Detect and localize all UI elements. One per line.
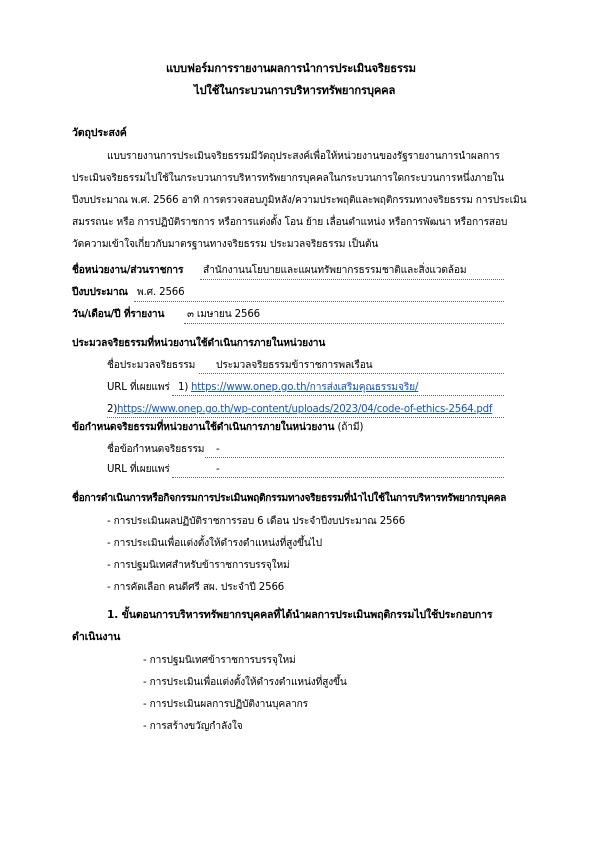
objective-line-2: ประเมินจริยธรรมไปใช้ในกระบวนการบริหารทรัพยากรบุคคลในกระบวนการใดกระบวนการหนึ่งภายใน <box>72 173 504 184</box>
objective-line-4: สมรรถนะ หรือ การปฏิบัติราชการ หรือการแต่งตั้ง โอน ย้าย เลื่อนตำแหน่ง หรือการพัฒนา หรือการสอบ <box>72 217 508 228</box>
rule-section-heading-row <box>72 421 363 434</box>
step-item-1: - การปฐมนิเทศข้าราชการบรรจุใหม่ <box>143 655 296 666</box>
document-title-line-1: แบบฟอร์มการรายงานผลการนำการประเมินจริยธรรม <box>166 62 416 75</box>
rule-name-value: - <box>216 444 220 455</box>
rule-url-value: - <box>216 464 220 475</box>
report-date-value: ๓ เมษายน 2566 <box>187 309 260 320</box>
report-date-label: วัน/เดือน/ปี ที่รายงาน <box>72 309 165 320</box>
objective-line-3: ปีงบประมาณ พ.ศ. 2566 อาทิ การตรวจสอบภูมิหลัง/ความประพฤติและพฤติกรรมทางจริยธรรม การประเมิน <box>72 195 527 206</box>
activity-item-3: - การปฐมนิเทศสำหรับข้าราชการบรรจุใหม่ <box>107 560 290 571</box>
code-url-1-link[interactable]: https://www.onep.go.th/การส่งเสริมคุณธรรมจริย/ <box>191 382 419 393</box>
rule-section-heading: ข้อกำหนดจริยธรรมที่หน่วยงานใช้ดำเนินการภายในหน่วยงาน <box>72 422 335 433</box>
code-section-heading: ประมวลจริยธรรมที่หน่วยงานใช้ดำเนินการภายในหน่วยงาน <box>72 338 326 349</box>
activity-item-4: - การคัดเลือก คนดีศรี สผ. ประจำปี 2566 <box>107 582 285 593</box>
code-url-label: URL ที่เผยแพร่ <box>107 382 170 393</box>
code-name-label: ชื่อประมวลจริยธรรม <box>107 360 196 371</box>
rule-name-label: ชื่อข้อกำหนดจริยธรรม <box>107 444 205 455</box>
activity-item-2: - การประเมินเพื่อแต่งตั้งให้ดำรงตำแหน่งที่สูงขึ้นไป <box>107 538 322 549</box>
rule-url-label: URL ที่เผยแพร่ <box>107 464 170 475</box>
fiscal-year-value: พ.ศ. 2566 <box>137 287 185 298</box>
fiscal-year-dotted-line <box>134 301 504 302</box>
rule-section-heading-note: (ถ้ามี) <box>337 422 364 433</box>
objective-heading: วัตถุประสงค์ <box>72 127 127 139</box>
objective-line-1: แบบรายงานการประเมินจริยธรรมมีวัตถุประสงค์เพื่อให้หน่วยงานของรัฐรายงานการนำผลการ <box>107 151 500 162</box>
code-url-2-dotted-line <box>107 417 504 418</box>
activity-item-1: - การประเมินผลปฏิบัติราชการรอบ 6 เดือน ประจำปีงบประมาณ 2566 <box>107 516 406 527</box>
step-item-2: - การประเมินเพื่อแต่งตั้งให้ดำรงตำแหน่งที่สูงขึ้น <box>143 677 347 688</box>
rule-name-dotted-line <box>205 457 504 458</box>
fiscal-year-label: ปีงบประมาณ <box>72 287 128 298</box>
agency-label: ชื่อหน่วยงาน/ส่วนราชการ <box>72 265 184 276</box>
document-title-line-2: ไปใช้ในกระบวนการบริหารทรัพยากรบุคคล <box>194 84 396 97</box>
step-item-3: - การประเมินผลการปฏิบัติงานบุคลากร <box>143 699 309 710</box>
code-name-value: ประมวลจริยธรรมข้าราชการพลเรือน <box>216 360 373 371</box>
code-url-dotted-line <box>172 395 504 396</box>
agency-value: สำนักงานนโยบายและแผนทรัพยากรธรรมชาติและสิ่งแวดล้อม <box>203 265 467 276</box>
step-item-4: - การสร้างขวัญกำลังใจ <box>143 721 243 732</box>
code-url-2-link[interactable]: https://www.onep.go.th/wp-content/uploads/2023/04/code-of-ethics-2564.pdf <box>117 404 493 415</box>
agency-dotted-line <box>200 279 504 280</box>
report-date-dotted-line <box>184 323 504 324</box>
code-url-1-prefix: 1) <box>178 382 189 393</box>
code-name-dotted-line <box>199 373 504 374</box>
step-section-heading-line-1: 1. ขั้นตอนการบริหารทรัพยากรบุคคลที่ได้นำผลการประเมินพฤติกรรมไปใช้ประกอบการ <box>107 609 493 621</box>
code-url-2-prefix: 2) <box>107 404 118 415</box>
objective-line-5: วัดความเข้าใจเกี่ยวกับมาตรฐานทางจริยธรรม ประมวลจริยธรรม เป็นต้น <box>72 239 379 250</box>
rule-url-dotted-line <box>172 477 504 478</box>
activity-section-heading: ชื่อการดำเนินการหรือกิจกรรมการประเมินพฤติกรรมทางจริยธรรมที่นำไปใช้ในการบริหารทรัพยากรบุคคล <box>72 493 507 504</box>
step-section-heading-line-2: ดำเนินงาน <box>72 631 121 643</box>
